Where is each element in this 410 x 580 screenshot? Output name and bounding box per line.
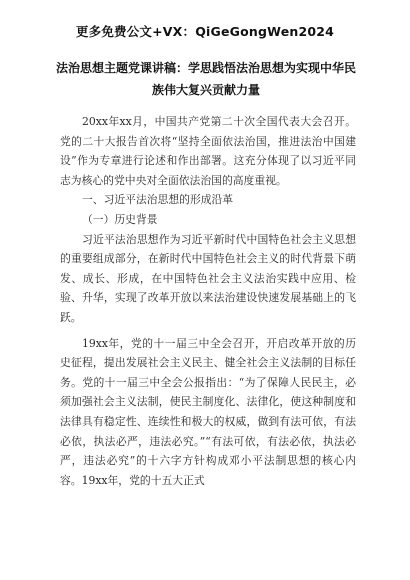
subsection-heading-1: （一）历史背景	[82, 212, 158, 226]
paragraph-background: 习近平法治思想作为习近平新时代中国特色社会主义思想的重要组成部分，在新时代中国特色社会主义的时代背景下萌发、成长、形成，在中国特色社会主义法治实践中应用、检验、升华，实现了改革开放以来法治建设快速发展基础上的飞跃。	[60, 232, 356, 324]
paragraph-history: 19xx年，党的十一届三中全会召开，开启改革开放的历史征程，提出发展社会主义民主、健全社会主义法制的目标任务。党的十一届三中全会公报指出：“为了保障人民民主，必须加强社会主义法制，使民主制度化、法律化，使这种制度和法律具有稳定性、连续性和极大的权威，做到有法可依，有法必依，执法必严，违法必究。”“有法可依，有法必依，执法必严，违法必究”的十六字方针构成邓小平法制思想的核心内容。19xx年，党的十五大正式	[60, 336, 356, 487]
section-heading-1: 一、习近平法治思想的形成沿革	[82, 193, 234, 207]
document-title-line-1: 法治思想主题党课讲稿：学思践悟法治思想为实现中华民	[56, 61, 357, 75]
document-body	[60, 112, 356, 490]
paragraph-intro: 20xx年xx月，中国共产党第二十次全国代表大会召开。党的二十大报告首次将“坚持全面依法治国，推进法治中国建设”作为专章进行论述和作出部署。这充分体现了以习近平同志为核心的党中央对全面依法治国的高度重视。	[60, 115, 356, 187]
document-title-line-2: 族伟大复兴贡献力量	[151, 83, 260, 97]
promo-header: 更多免费公文+VX：QiGeGongWen2024	[75, 24, 335, 39]
